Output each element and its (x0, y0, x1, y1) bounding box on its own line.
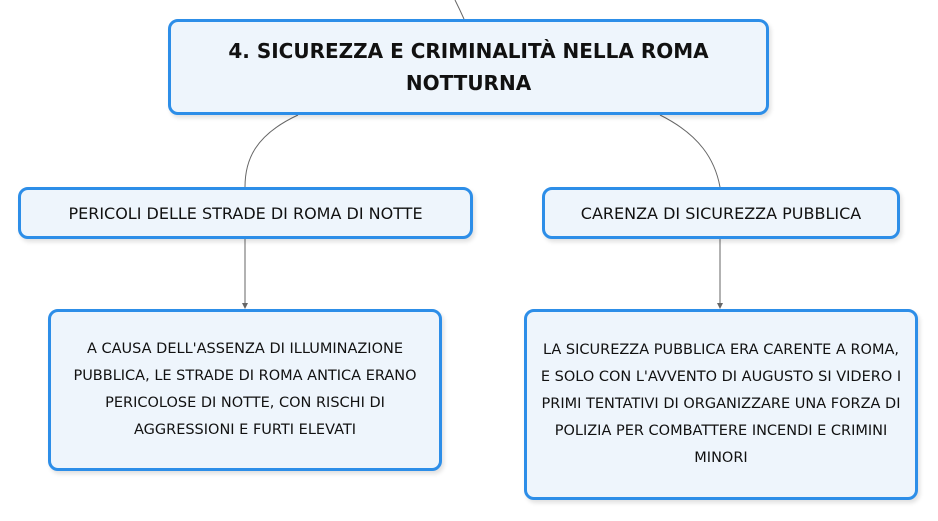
detail-node-public-security[interactable] (524, 309, 918, 500)
detail-node-street-dangers[interactable] (48, 309, 442, 471)
root-topic-node[interactable] (168, 19, 769, 115)
connector-root-to-left-branch (245, 115, 298, 187)
branch-node-street-dangers[interactable] (18, 187, 473, 239)
connector-root-to-right-branch (660, 115, 720, 187)
root-topic-title: 4. SICUREZZA E CRIMINALITÀ NELLA ROMA NOTTURNA (228, 39, 709, 95)
branch-label: PERICOLI DELLE STRADE DI ROMA DI NOTTE (68, 203, 423, 223)
detail-text: LA SICUREZZA PUBBLICA ERA CARENTE A ROMA, E SOLO CON L'AVVENTO DI AUGUSTO SI VIDERO I PRIMI TENTATIVI DI ORGANIZZARE UNA FORZA DI POLIZIA PER COMBATTERE INCENDI E CRIMINI MINORI (540, 342, 902, 466)
branch-label: CARENZA DI SICUREZZA PUBBLICA (580, 203, 862, 223)
branch-node-public-security[interactable] (542, 187, 900, 239)
connector-to-parent (455, 0, 464, 19)
detail-text: A CAUSA DELL'ASSENZA DI ILLUMINAZIONE PUBBLICA, LE STRADE DI ROMA ANTICA ERANO PERICOLOSE DI NOTTE, CON RISCHI DI AGGRESSIONI E FURTI ELEVATI (73, 341, 417, 438)
